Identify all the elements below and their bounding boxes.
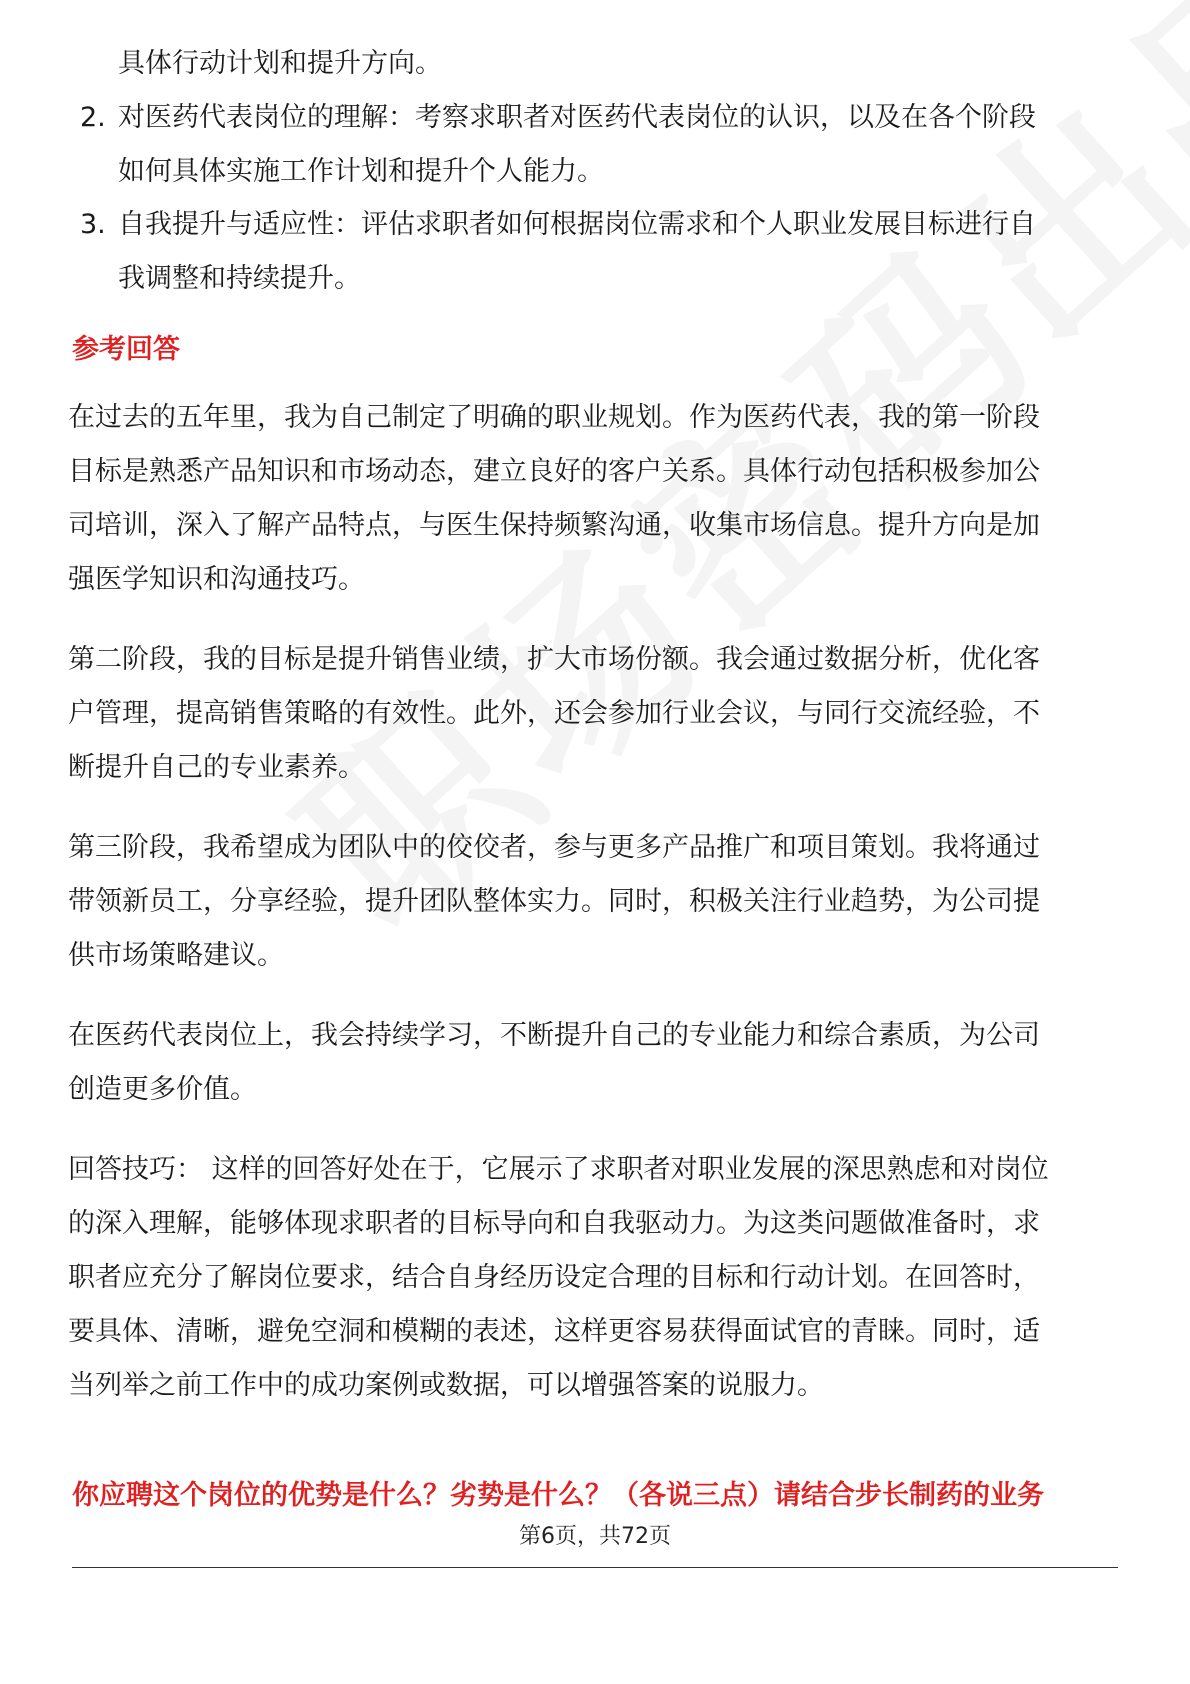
list-item-line: 如何具体实施工作计划和提升个人能力。	[118, 156, 604, 187]
paragraph-line: 的深入理解，能够体现求职者的目标导向和自我驱动力。为这类问题做准备时，求	[68, 1208, 1040, 1239]
paragraph-line: 第三阶段，我希望成为团队中的佼佼者，参与更多产品推广和项目策划。我将通过	[68, 832, 1040, 863]
paragraph-line: 带领新员工，分享经验，提升团队整体实力。同时，积极关注行业趋势，为公司提	[68, 886, 1040, 917]
paragraph-line: 创造更多价值。	[68, 1074, 257, 1105]
list-number: 2.	[80, 102, 106, 133]
paragraph-line: 回答技巧： 这样的回答好处在于，它展示了求职者对职业发展的深思熟虑和对岗位	[68, 1154, 1049, 1185]
paragraph-line: 供市场策略建议。	[68, 940, 284, 971]
section-title: 参考回答	[72, 334, 180, 365]
list-item-line: 自我提升与适应性：评估求职者如何根据岗位需求和个人职业发展目标进行自	[118, 209, 1036, 240]
paragraph-line: 第二阶段，我的目标是提升销售业绩，扩大市场份额。我会通过数据分析，优化客	[68, 644, 1040, 675]
paragraph-line: 目标是熟悉产品知识和市场动态，建立良好的客户关系。具体行动包括积极参加公	[68, 456, 1040, 487]
list-item-line: 对医药代表岗位的理解：考察求职者对医药代表岗位的认识，以及在各个阶段	[118, 102, 1036, 133]
paragraph-line: 断提升自己的专业素养。	[68, 752, 365, 783]
paragraph-line: 司培训，深入了解产品特点，与医生保持频繁沟通，收集市场信息。提升方向是加	[68, 510, 1040, 541]
paragraph-line: 要具体、清晰，避免空洞和模糊的表述，这样更容易获得面试官的青睐。同时，适	[68, 1316, 1040, 1347]
paragraph-line: 强医学知识和沟通技巧。	[68, 564, 365, 595]
paragraph-line: 在医药代表岗位上，我会持续学习，不断提升自己的专业能力和综合素质，为公司	[68, 1020, 1040, 1051]
next-question-title: 你应聘这个岗位的优势是什么？劣势是什么？（各说三点）请结合步长制药的业务	[72, 1480, 1044, 1511]
divider	[72, 1567, 1118, 1568]
page-number: 第6页，共72页	[519, 1524, 671, 1549]
paragraph-line: 当列举之前工作中的成功案例或数据，可以增强答案的说服力。	[68, 1370, 824, 1401]
paragraph-line: 职者应充分了解岗位要求，结合自身经历设定合理的目标和行动计划。在回答时，	[68, 1262, 1040, 1293]
list-number: 3.	[80, 209, 106, 240]
paragraph-line: 在过去的五年里，我为自己制定了明确的职业规划。作为医药代表，我的第一阶段	[68, 402, 1040, 433]
paragraph-line: 户管理，提高销售策略的有效性。此外，还会参加行业会议，与同行交流经验，不	[68, 698, 1040, 729]
list-item-line: 我调整和持续提升。	[118, 263, 361, 294]
list-item-continuation: 具体行动计划和提升方向。	[118, 48, 442, 79]
